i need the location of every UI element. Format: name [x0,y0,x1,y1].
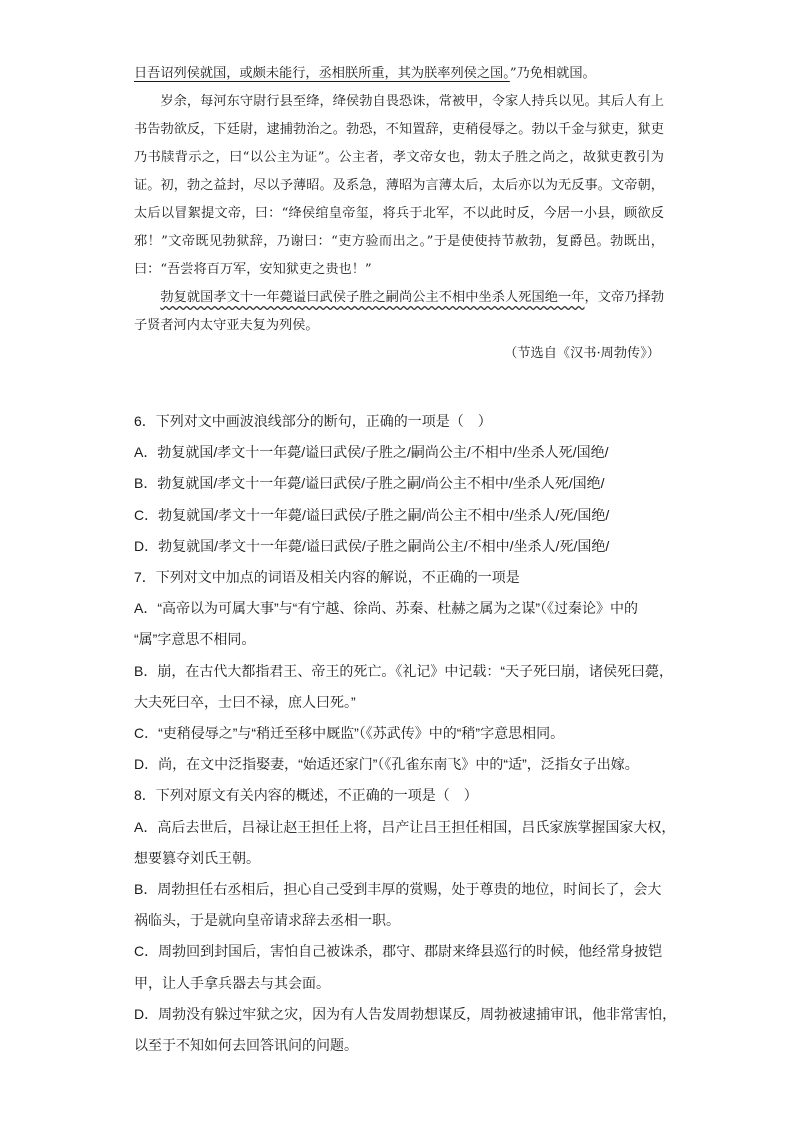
questions-section [134,406,677,1061]
passage-line-0-tail: ”乃免相就国。 [509,66,596,81]
passage-paragraph-2 [134,284,664,340]
question-6-stem: 6．下列对文中画波浪线部分的断句，正确的一项是（ ） [134,413,492,429]
classical-passage [134,60,664,368]
question-8-option-b-line1: B．周勃担任右丞相后，担心自己受到丰厚的赏赐，处于尊贵的地位，时间长了，会大 [134,881,662,898]
wavy-underlined-text: 勃复就国孝文十一年薨谥曰武侯子胜之嗣尚公主不相中坐杀人死国绝一年 [160,290,585,305]
question-7-stem: 7．下列对文中加点的词语及相关内容的解说，不正确的一项是 [134,569,520,586]
question-8-option-c-line2: 甲，让人手拿兵器去与其会面。 [134,974,330,991]
question-8-option-c-line1: C．周勃回到封国后，害怕自己被诛杀，郡守、郡尉来绛县巡行的时候，他经常身披铠 [134,943,663,960]
question-7-option-a-line2: “属”字意思不相同。 [134,631,256,648]
passage-paragraph-2-tail: ，文帝乃择勃子贤者河内太守亚夫复为列侯。 [134,290,665,333]
passage-paragraph-1: 岁余，每河东守尉行县至绛，绛侯勃自畏恐诛，常被甲，令家人持兵以见。其后人有上书告勃欲反，下廷尉，逮捕勃治之。勃恐，不知置辞，吏稍侵辱之。勃以千金与狱吏，狱吏乃书牍背示之，曰“以公主为证”。公主者，孝文帝女也，勃太子胜之尚之，故狱吏教引为证。初，勃之益封，尽以予薄昭。及系急，薄昭为言薄太后，太后亦以为无反事。文帝朝，太后以冒絮提文帝，曰：“绛侯绾皇帝玺，将兵于北军，不以此时反，今居一小县，顾欲反邪！”文帝既见勃狱辞，乃谢曰：“吏方验而出之。”于是使使持节赦勃，复爵邑。勃既出，曰：“吾尝将百万军，安知狱吏之贵也！” [134,94,664,277]
underlined-sentence: 日吾诏列侯就国，或颇未能行，丞相朕所重，其为朕率列侯之国。 [134,66,510,81]
question-7-option-b-line1: B．崩，在古代大都指君王、帝王的死亡。《礼记》中记载：“天子死曰崩，诸侯死曰薨， [134,662,673,679]
question-8-option-a-line2: 想要篡夺刘氏王朝。 [134,849,260,866]
source-citation: （节选自《汉书·周勃传》） [504,346,660,361]
question-8-option-a-line1: A．高后去世后，吕禄让赵王担任上将，吕产让吕王担任相国，吕氏家族掌握国家大权， [134,818,676,835]
question-7-option-b-line2: 大夫死曰卒，士曰不禄，庶人曰死。” [134,693,356,710]
question-8-stem: 8．下列对原文有关内容的概述，不正确的一项是（ ） [134,787,478,804]
question-7-option-c: C．“吏稍侵辱之”与“稍迁至移中厩监”（《苏武传》中的“稍”字意思相同。 [134,725,565,742]
question-6-option-d: D．勃复就国/孝文十一年薨/谥曰武侯/子胜之嗣尚公主/不相中/坐杀人/死/国绝/ [134,537,610,554]
question-8-option-b-line2: 祸临头，于是就向皇帝请求辞去丞相一职。 [134,912,400,929]
question-6-option-b: B．勃复就国/孝文十一年薨/谥曰武侯/子胜之嗣/尚公主不相中/坐杀人死/国绝/ [134,475,605,492]
question-6-option-a: A．勃复就国/孝文十一年薨/谥曰武侯/子胜之/嗣尚公主/不相中/坐杀人死/国绝/ [134,444,609,461]
question-7-option-a-line1: A．“高帝以为可属大事”与“有宁越、徐尚、苏秦、杜赫之属为之谋”（《过秦论》中的 [134,600,638,617]
passage-line-0 [134,60,664,88]
question-7-option-d: D．尚，在文中泛指娶妻，“始适还家门”（《孔雀东南飞》中的“适”，泛指女子出嫁。 [134,756,639,773]
question-6-option-c: C．勃复就国/孝文十一年薨/谥曰武侯/子胜之嗣/尚公主不相中/坐杀人/死/国绝/ [134,506,610,523]
question-8-option-d-line2: 以至于不知如何去回答讯问的问题。 [134,1037,358,1054]
question-8-option-d-line1: D．周勃没有躲过牢狱之灾，因为有人告发周勃想谋反，周勃被逮捕审讯，他非常害怕， [134,1005,677,1022]
